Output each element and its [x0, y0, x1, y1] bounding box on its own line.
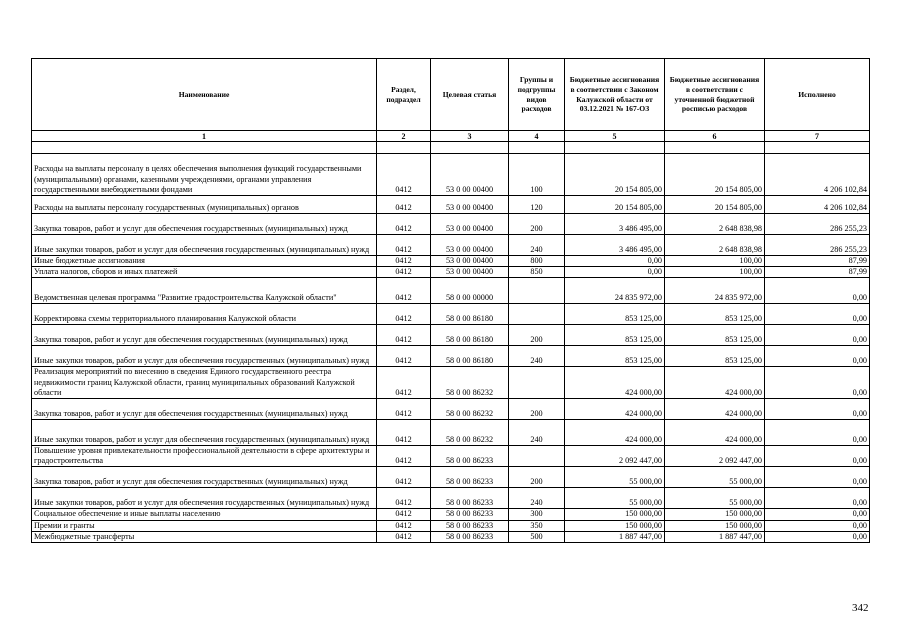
header-group: Группы и подгруппы видов расходов	[509, 59, 565, 131]
cell-target: 58 0 00 86233	[431, 467, 509, 488]
table-row	[32, 399, 870, 420]
table-row	[32, 278, 870, 304]
cell-executed: 286 255,23	[765, 214, 870, 235]
cell-group: 240	[509, 235, 565, 256]
cell-group	[509, 278, 565, 304]
cell-refined-allocations: 853 125,00	[665, 304, 765, 325]
cell-refined-allocations: 24 835 972,00	[665, 278, 765, 304]
cell-executed: 0,00	[765, 278, 870, 304]
table-row	[32, 446, 870, 467]
cell-target: 53 0 00 00400	[431, 235, 509, 256]
header-name: Наименование	[32, 59, 377, 131]
cell-group: 200	[509, 325, 565, 346]
cell-section: 0412	[377, 267, 431, 278]
cell-target: 58 0 00 86232	[431, 399, 509, 420]
cell-target: 53 0 00 00400	[431, 267, 509, 278]
cell-law-allocations: 20 154 805,00	[565, 154, 665, 196]
page-number: 342	[852, 602, 869, 614]
cell-section: 0412	[377, 446, 431, 467]
table-row	[32, 531, 870, 542]
cell-refined-allocations: 853 125,00	[665, 325, 765, 346]
cell-name: Социальное обеспечение и иные выплаты населению	[32, 509, 377, 520]
cell-refined-allocations: 150 000,00	[665, 509, 765, 520]
cell-group: 200	[509, 214, 565, 235]
cell-group: 300	[509, 509, 565, 520]
table-row	[32, 520, 870, 531]
cell-target: 53 0 00 00400	[431, 154, 509, 196]
table-row	[32, 367, 870, 399]
cell-target: 53 0 00 00400	[431, 196, 509, 214]
cell-law-allocations: 1 887 447,00	[565, 531, 665, 542]
cell-executed: 0,00	[765, 420, 870, 446]
cell-law-allocations: 853 125,00	[565, 325, 665, 346]
cell-law-allocations: 853 125,00	[565, 304, 665, 325]
header-row	[32, 59, 870, 131]
cell-group	[509, 446, 565, 467]
cell-refined-allocations: 2 092 447,00	[665, 446, 765, 467]
cell-group	[509, 367, 565, 399]
cell-group: 240	[509, 420, 565, 446]
cell-section: 0412	[377, 154, 431, 196]
budget-table	[31, 58, 870, 543]
cell-group: 100	[509, 154, 565, 196]
cell-group: 500	[509, 531, 565, 542]
cell-name: Иные бюджетные ассигнования	[32, 256, 377, 267]
cell-name: Повышение уровня привлекательности профессиональной деятельности в сфере архитектуры и градостроительства	[32, 446, 377, 467]
column-number: 3	[431, 131, 509, 142]
cell-executed: 286 255,23	[765, 235, 870, 256]
cell-executed: 87,99	[765, 256, 870, 267]
table-row	[32, 267, 870, 278]
table-row	[32, 467, 870, 488]
cell-executed: 0,00	[765, 509, 870, 520]
column-number-row	[32, 131, 870, 142]
cell-law-allocations: 24 835 972,00	[565, 278, 665, 304]
column-number: 4	[509, 131, 565, 142]
cell-target: 53 0 00 00400	[431, 214, 509, 235]
cell-section: 0412	[377, 235, 431, 256]
cell-name: Закупка товаров, работ и услуг для обеспечения государственных (муниципальных) нужд	[32, 467, 377, 488]
header-refined-allocations: Бюджетные ассигнования в соответствии с уточненной бюджетной росписью расходов	[665, 59, 765, 131]
cell-refined-allocations: 1 887 447,00	[665, 531, 765, 542]
cell-law-allocations: 3 486 495,00	[565, 214, 665, 235]
table-row	[32, 196, 870, 214]
cell-section: 0412	[377, 278, 431, 304]
cell-target: 58 0 00 86233	[431, 509, 509, 520]
cell-section: 0412	[377, 531, 431, 542]
spacer-row	[32, 142, 870, 154]
cell-refined-allocations: 424 000,00	[665, 367, 765, 399]
cell-executed: 0,00	[765, 346, 870, 367]
cell-group: 200	[509, 467, 565, 488]
cell-executed: 0,00	[765, 488, 870, 509]
cell-section: 0412	[377, 256, 431, 267]
cell-executed: 4 206 102,84	[765, 196, 870, 214]
cell-executed: 0,00	[765, 304, 870, 325]
cell-name: Закупка товаров, работ и услуг для обеспечения государственных (муниципальных) нужд	[32, 214, 377, 235]
cell-section: 0412	[377, 467, 431, 488]
cell-law-allocations: 55 000,00	[565, 488, 665, 509]
table-row	[32, 420, 870, 446]
cell-executed: 0,00	[765, 399, 870, 420]
table-row	[32, 325, 870, 346]
cell-executed: 0,00	[765, 467, 870, 488]
cell-target: 58 0 00 86232	[431, 420, 509, 446]
header-section: Раздел, подраздел	[377, 59, 431, 131]
cell-name: Ведомственная целевая программа "Развитие градостроительства Калужской области"	[32, 278, 377, 304]
cell-name: Расходы на выплаты персоналу в целях обеспечения выполнения функций государственными (муниципальными) органами, казенными учреждениями, органами управления государственными внебюджетными фондами	[32, 154, 377, 196]
cell-target: 58 0 00 86233	[431, 488, 509, 509]
cell-section: 0412	[377, 399, 431, 420]
cell-section: 0412	[377, 509, 431, 520]
cell-executed: 0,00	[765, 325, 870, 346]
cell-refined-allocations: 150 000,00	[665, 520, 765, 531]
cell-section: 0412	[377, 488, 431, 509]
cell-name: Расходы на выплаты персоналу государственных (муниципальных) органов	[32, 196, 377, 214]
cell-group: 200	[509, 399, 565, 420]
cell-refined-allocations: 424 000,00	[665, 420, 765, 446]
cell-name: Иные закупки товаров, работ и услуг для обеспечения государственных (муниципальных) нужд	[32, 420, 377, 446]
cell-target: 53 0 00 00400	[431, 256, 509, 267]
cell-target: 58 0 00 86232	[431, 367, 509, 399]
cell-section: 0412	[377, 304, 431, 325]
cell-refined-allocations: 20 154 805,00	[665, 154, 765, 196]
cell-refined-allocations: 2 648 838,98	[665, 235, 765, 256]
cell-section: 0412	[377, 325, 431, 346]
cell-section: 0412	[377, 367, 431, 399]
table-row	[32, 235, 870, 256]
cell-name: Премии и гранты	[32, 520, 377, 531]
cell-group: 240	[509, 488, 565, 509]
cell-group: 850	[509, 267, 565, 278]
cell-name: Закупка товаров, работ и услуг для обеспечения государственных (муниципальных) нужд	[32, 399, 377, 420]
cell-group	[509, 304, 565, 325]
cell-law-allocations: 20 154 805,00	[565, 196, 665, 214]
header-target: Целевая статья	[431, 59, 509, 131]
cell-name: Межбюджетные трансферты	[32, 531, 377, 542]
cell-law-allocations: 2 092 447,00	[565, 446, 665, 467]
cell-refined-allocations: 2 648 838,98	[665, 214, 765, 235]
cell-law-allocations: 0,00	[565, 267, 665, 278]
cell-name: Уплата налогов, сборов и иных платежей	[32, 267, 377, 278]
table-row	[32, 256, 870, 267]
cell-law-allocations: 150 000,00	[565, 520, 665, 531]
cell-law-allocations: 853 125,00	[565, 346, 665, 367]
cell-executed: 0,00	[765, 367, 870, 399]
cell-law-allocations: 55 000,00	[565, 467, 665, 488]
cell-name: Закупка товаров, работ и услуг для обеспечения государственных (муниципальных) нужд	[32, 325, 377, 346]
cell-name: Иные закупки товаров, работ и услуг для обеспечения государственных (муниципальных) нужд	[32, 346, 377, 367]
cell-refined-allocations: 424 000,00	[665, 399, 765, 420]
cell-section: 0412	[377, 214, 431, 235]
cell-section: 0412	[377, 420, 431, 446]
column-number: 7	[765, 131, 870, 142]
cell-executed: 4 206 102,84	[765, 154, 870, 196]
header-executed: Исполнено	[765, 59, 870, 131]
cell-target: 58 0 00 86233	[431, 520, 509, 531]
cell-executed: 0,00	[765, 446, 870, 467]
column-number: 6	[665, 131, 765, 142]
table-row	[32, 154, 870, 196]
cell-law-allocations: 424 000,00	[565, 367, 665, 399]
cell-target: 58 0 00 86233	[431, 531, 509, 542]
cell-section: 0412	[377, 196, 431, 214]
column-number: 2	[377, 131, 431, 142]
cell-name: Реализация мероприятий по внесению в сведения Единого государственного реестра недвижимости границ Калужской области, границ муниципальных образований Калужской области	[32, 367, 377, 399]
cell-name: Иные закупки товаров, работ и услуг для обеспечения государственных (муниципальных) нужд	[32, 235, 377, 256]
table-row	[32, 304, 870, 325]
cell-group: 120	[509, 196, 565, 214]
table-row	[32, 346, 870, 367]
cell-name: Корректировка схемы территориального планирования Калужской области	[32, 304, 377, 325]
cell-group: 350	[509, 520, 565, 531]
cell-target: 58 0 00 86180	[431, 325, 509, 346]
cell-law-allocations: 424 000,00	[565, 420, 665, 446]
cell-name: Иные закупки товаров, работ и услуг для обеспечения государственных (муниципальных) нужд	[32, 488, 377, 509]
cell-executed: 0,00	[765, 531, 870, 542]
cell-refined-allocations: 100,00	[665, 267, 765, 278]
cell-refined-allocations: 853 125,00	[665, 346, 765, 367]
cell-target: 58 0 00 86233	[431, 446, 509, 467]
cell-target: 58 0 00 86180	[431, 346, 509, 367]
table-row	[32, 509, 870, 520]
column-number: 1	[32, 131, 377, 142]
cell-law-allocations: 424 000,00	[565, 399, 665, 420]
cell-executed: 0,00	[765, 520, 870, 531]
cell-refined-allocations: 100,00	[665, 256, 765, 267]
cell-refined-allocations: 55 000,00	[665, 467, 765, 488]
header-law-allocations: Бюджетные ассигнования в соответствии с Законом Калужской области от 03.12.2021 № 167-ОЗ	[565, 59, 665, 131]
cell-section: 0412	[377, 346, 431, 367]
cell-group: 240	[509, 346, 565, 367]
cell-law-allocations: 0,00	[565, 256, 665, 267]
cell-refined-allocations: 55 000,00	[665, 488, 765, 509]
table-row	[32, 214, 870, 235]
cell-target: 58 0 00 00000	[431, 278, 509, 304]
cell-section: 0412	[377, 520, 431, 531]
cell-refined-allocations: 20 154 805,00	[665, 196, 765, 214]
cell-executed: 87,99	[765, 267, 870, 278]
column-number: 5	[565, 131, 665, 142]
cell-law-allocations: 150 000,00	[565, 509, 665, 520]
cell-law-allocations: 3 486 495,00	[565, 235, 665, 256]
cell-group: 800	[509, 256, 565, 267]
cell-target: 58 0 00 86180	[431, 304, 509, 325]
table-row	[32, 488, 870, 509]
